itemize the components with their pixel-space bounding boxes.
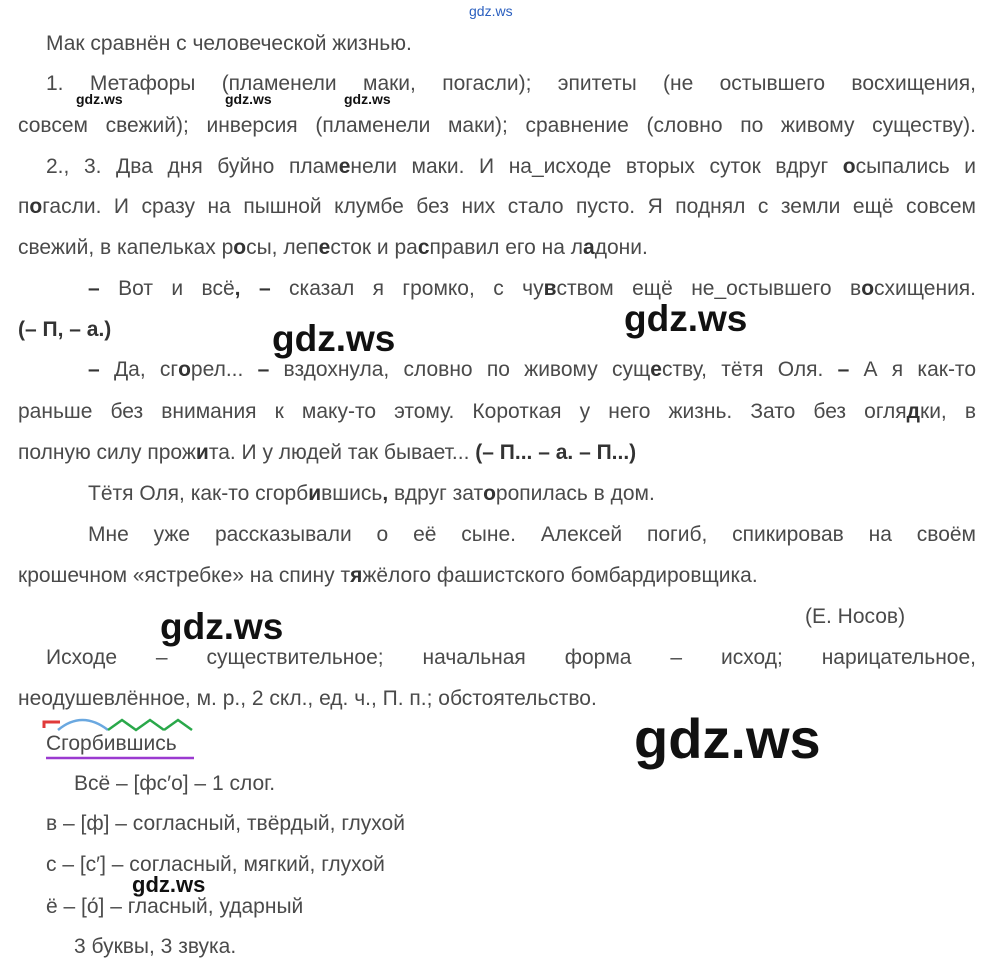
watermark: gdz.ws [634,707,821,770]
text-line: совсем свежий); инверсия (пламенели маки); сравнение (словно по живому существу). [18,114,976,137]
text-line: неодушевлённое, м. р., 2 скл., ед. ч., П. п.; обстоятельство. [18,687,597,710]
morph-word: Сгорбившись [46,732,177,755]
root-arc [58,720,108,730]
text-line: – Вот и всё, – сказал я громко, с чувством ещё не_остывшего восхищения. [88,277,977,300]
text-line: 1. Метафоры (пламенели маки, погасли); эпитеты (не остывшего восхищения, [46,72,976,95]
phonetic-line: ё – [о́] – гласный, ударный [46,895,304,918]
watermark: gdz.ws [624,298,748,339]
phonetic-line: с – [с′] – согласный, мягкий, глухой [46,853,385,876]
phonetic-line: Всё – [фс′о] – 1 слог. [74,772,276,795]
text-line: Мак сравнён с человеческой жизнью. [46,32,412,55]
suffix-mark [108,720,164,730]
text-line: – Да, сгорел... – вздохнула, словно по живому существу, тётя Оля. – А я как-то [88,358,976,381]
watermark: gdz.ws [272,318,396,359]
text-line: Тётя Оля, как-то сгорбившись, вдруг заторопилась в дом. [88,482,655,505]
watermark: gdz.ws [344,91,391,107]
text-line: свежий, в капельках росы, лепесток и расправил его на ладони. [18,236,648,259]
text-line: Исходе – существительное; начальная форма – исход; нарицательное, [46,646,976,669]
text-line: 2., 3. Два дня буйно пламенели маки. И на_исходе вторых суток вдруг осыпались и [46,155,976,178]
prefix-mark [44,722,60,728]
text-line: погасли. И сразу на пышной клумбе без них стало пусто. Я поднял с земли ещё совсем [18,195,976,218]
phonetic-line: 3 буквы, 3 звука. [74,935,237,958]
phonetic-line: в – [ф] – согласный, твёрдый, глухой [46,812,405,835]
watermark: gdz.ws [469,3,513,19]
watermark: gdz.ws [160,606,284,647]
watermark: gdz.ws [132,872,206,897]
watermark: gdz.ws [76,91,123,107]
text-line: крошечном «ястребке» на спину тяжёлого фашистского бомбардировщика. [18,564,758,587]
suffix-mark [164,720,192,730]
watermark: gdz.ws [225,91,272,107]
text-line: раньше без внимания к маку-то этому. Короткая у него жизнь. Зато без оглядки, в [18,400,977,423]
text-line: Мне уже рассказывали о её сыне. Алексей погиб, спикировав на своём [88,523,976,546]
text-line: (– П, – а.) [18,318,112,341]
author: (Е. Носов) [805,605,906,628]
text-line: полную силу прожита. И у людей так бывает... (– П... – а. – П...) [18,441,637,464]
